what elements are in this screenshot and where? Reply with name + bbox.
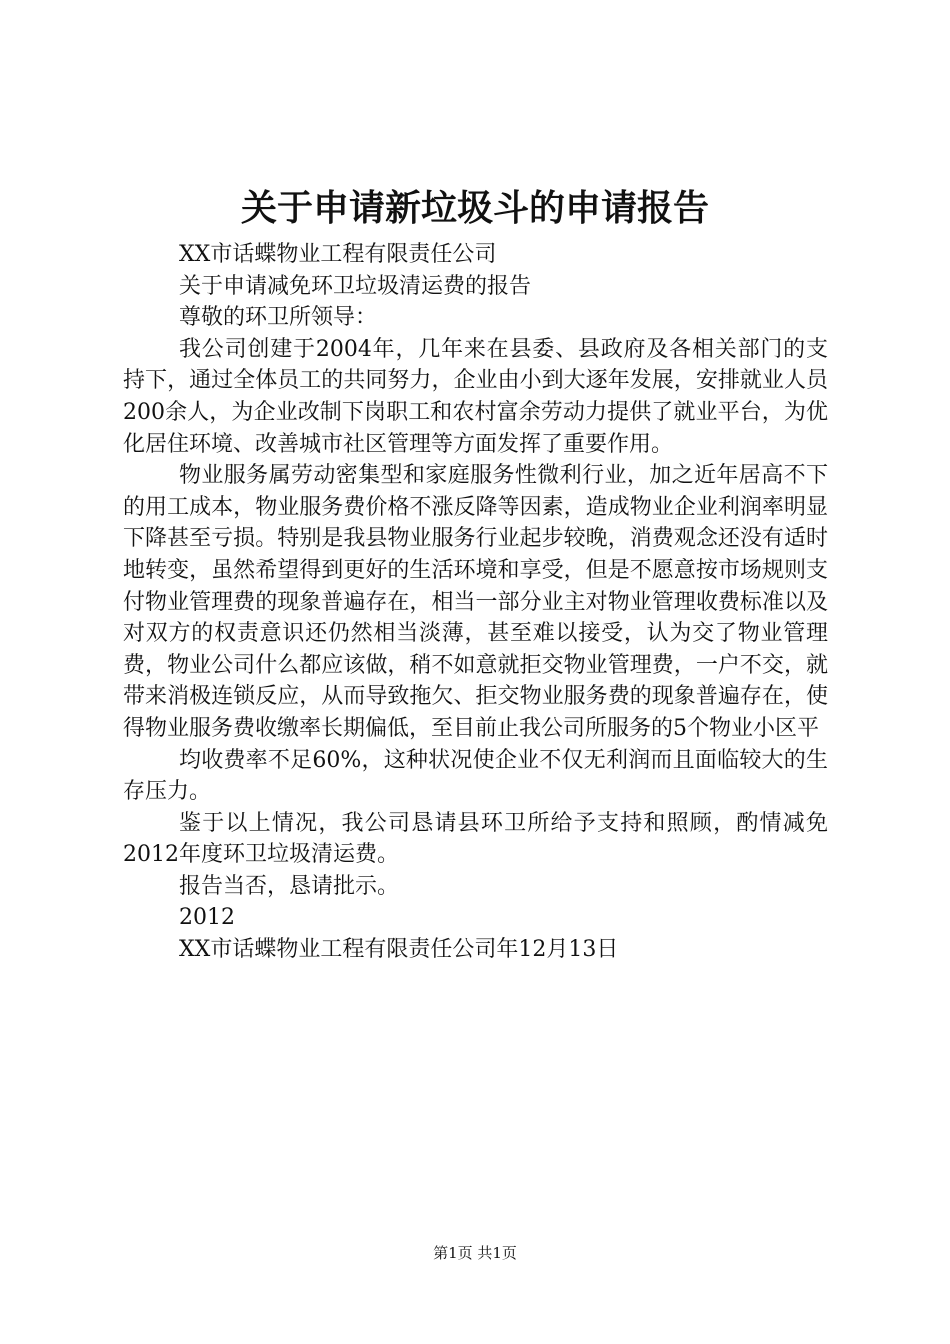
company-name-line: XX市话蝶物业工程有限责任公司: [179, 242, 497, 267]
closing-line: 报告当否，恳请批示。: [179, 873, 400, 899]
report-subject-line: 关于申请减免环卫垃圾清运费的报告: [179, 273, 532, 299]
body-paragraph-industry-difficulties: 物业服务属劳动密集型和家庭服务性微利行业，加之近年居高不下的用工成本，物业服务费价格不涨反降等因素，造成物业企业利润率明显下降甚至亏损。特别是我县物业服务行业起步较晚，消费观念还没有适时地转变，虽然希望得到更好的生活环境和享受，但是不愿意按市场规则支付物业管理费的现象普遍存在，相当一部分业主对物业管理收费标准以及对双方的权责意识还仍然相当淡薄，甚至难以接受，认为交了物业管理费，物业公司什么都应该做，稍不如意就拒交物业管理费，一户不交，就带来消极连锁反应，从而导致拖欠、拒交物业服务费的现象普遍存在，使得物业服务费收缴率长期偏低，至目前止我公司所服务的5个物业小区平: [123, 463, 828, 741]
signature-date-line: XX市话蝶物业工程有限责任公司年12月13日: [179, 937, 619, 963]
document-body: [123, 239, 828, 966]
year-line: 2012: [179, 905, 235, 931]
body-paragraph-company-history: 我公司创建于2004年，几年来在县委、县政府及各相关部门的支持下，通过全体员工的共同努力，企业由小到大逐年发展，安排就业人员200余人，为企业改制下岗职工和农村富余劳动力提供了就业平台，为优化居住环境、改善城市社区管理等方面发挥了重要作用。: [123, 336, 828, 457]
salutation-line: 尊敬的环卫所领导：: [179, 305, 378, 331]
page-number-footer: 第1页 共1页: [433, 1244, 517, 1262]
body-paragraph-request: 鉴于以上情况，我公司恳请县环卫所给予支持和照顾，酌情减免2012年度环卫垃圾清运费。: [123, 810, 828, 868]
body-paragraph-fee-rate: 均收费率不足60%，这种状况使企业不仅无利润而且面临较大的生存压力。: [123, 747, 828, 805]
document-title: 关于申请新垃圾斗的申请报告: [240, 187, 709, 229]
